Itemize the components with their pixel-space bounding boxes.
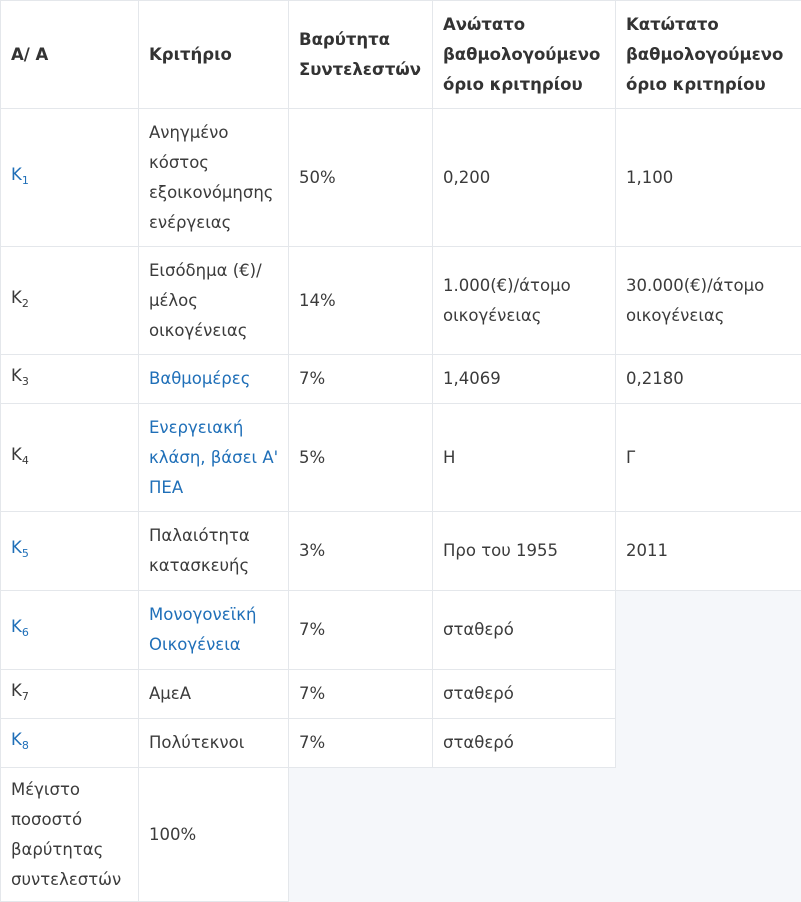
header-weight: Βαρύτητα Συντελεστών	[289, 1, 433, 109]
row-weight: 7%	[289, 591, 433, 670]
row-criterion: Παλαιότητα κατασκευής	[139, 512, 289, 591]
row-weight: 50%	[289, 109, 433, 247]
row-code: $K_7$	[11, 681, 29, 700]
row-code-cell	[1, 247, 139, 355]
criterion-link[interactable]: Βαθμομέρες	[149, 369, 250, 388]
table-row	[1, 404, 801, 512]
row-upper: 1,4069	[433, 355, 616, 404]
row-upper: Η	[433, 404, 616, 512]
row-weight: 14%	[289, 247, 433, 355]
row-upper: 0,200	[433, 109, 616, 247]
row-weight: 5%	[289, 404, 433, 512]
row-criterion: Ανηγμένο κόστος εξοικονόμησης ενέργειας	[139, 109, 289, 247]
row-code-cell	[1, 591, 139, 670]
total-empty	[289, 768, 616, 902]
row-upper: σταθερό	[433, 591, 616, 670]
row-code-cell	[1, 719, 139, 768]
row-code-link[interactable]: $K_8$	[11, 730, 29, 749]
row-code-cell	[1, 404, 139, 512]
row-code-cell	[1, 512, 139, 591]
row-weight: 7%	[289, 355, 433, 404]
row-lower: Γ	[616, 404, 801, 512]
row-code-link[interactable]: $K_1$	[11, 165, 29, 184]
row-criterion-cell	[139, 591, 289, 670]
row-code-link[interactable]: $K_6$	[11, 617, 29, 636]
header-criterion: Κριτήριο	[139, 1, 289, 109]
header-upper-limit: Ανώτατο βαθμολογούμενο όριο κριτηρίου	[433, 1, 616, 109]
total-label: Μέγιστο ποσοστό βαρύτητας συντελεστών	[1, 768, 139, 902]
row-upper: σταθερό	[433, 670, 616, 719]
row-criterion-cell	[139, 355, 289, 404]
header-row	[1, 1, 801, 109]
row-code-link[interactable]: $K_5$	[11, 538, 29, 557]
row-code: $K_4$	[11, 445, 29, 464]
row-weight: 3%	[289, 512, 433, 591]
row-weight: 7%	[289, 670, 433, 719]
row-upper: Προ του 1955	[433, 512, 616, 591]
row-code: $K_2$	[11, 288, 29, 307]
table-row	[1, 247, 801, 355]
row-code-cell	[1, 670, 139, 719]
row-lower: 1,100	[616, 109, 801, 247]
row-criterion: ΑμεΑ	[139, 670, 289, 719]
header-lower-limit: Κατώτατο βαθμολογούμενο όριο κριτηρίου	[616, 1, 801, 109]
row-upper: σταθερό	[433, 719, 616, 768]
criterion-link[interactable]: Ενεργειακή κλάση, βάσει Α' ΠΕΑ	[149, 418, 278, 497]
row-lower-empty	[616, 591, 801, 902]
table-row	[1, 109, 801, 247]
row-code-cell	[1, 355, 139, 404]
row-lower: 30.000(€)/άτομο οικογένειας	[616, 247, 801, 355]
total-value: 100%	[139, 768, 289, 902]
table-row	[1, 355, 801, 404]
row-lower: 2011	[616, 512, 801, 591]
row-lower: 0,2180	[616, 355, 801, 404]
row-code-cell	[1, 109, 139, 247]
row-criterion-cell	[139, 404, 289, 512]
row-upper: 1.000(€)/άτομο οικογένειας	[433, 247, 616, 355]
row-criterion: Εισόδημα (€)/ μέλος οικογένειας	[139, 247, 289, 355]
row-criterion: Πολύτεκνοι	[139, 719, 289, 768]
row-weight: 7%	[289, 719, 433, 768]
table-row	[1, 591, 801, 670]
criterion-link[interactable]: Μονογονεϊκή Οικογένεια	[149, 605, 256, 654]
table-row	[1, 512, 801, 591]
header-no: Α/ Α	[1, 1, 139, 109]
row-code: $K_3$	[11, 366, 29, 385]
